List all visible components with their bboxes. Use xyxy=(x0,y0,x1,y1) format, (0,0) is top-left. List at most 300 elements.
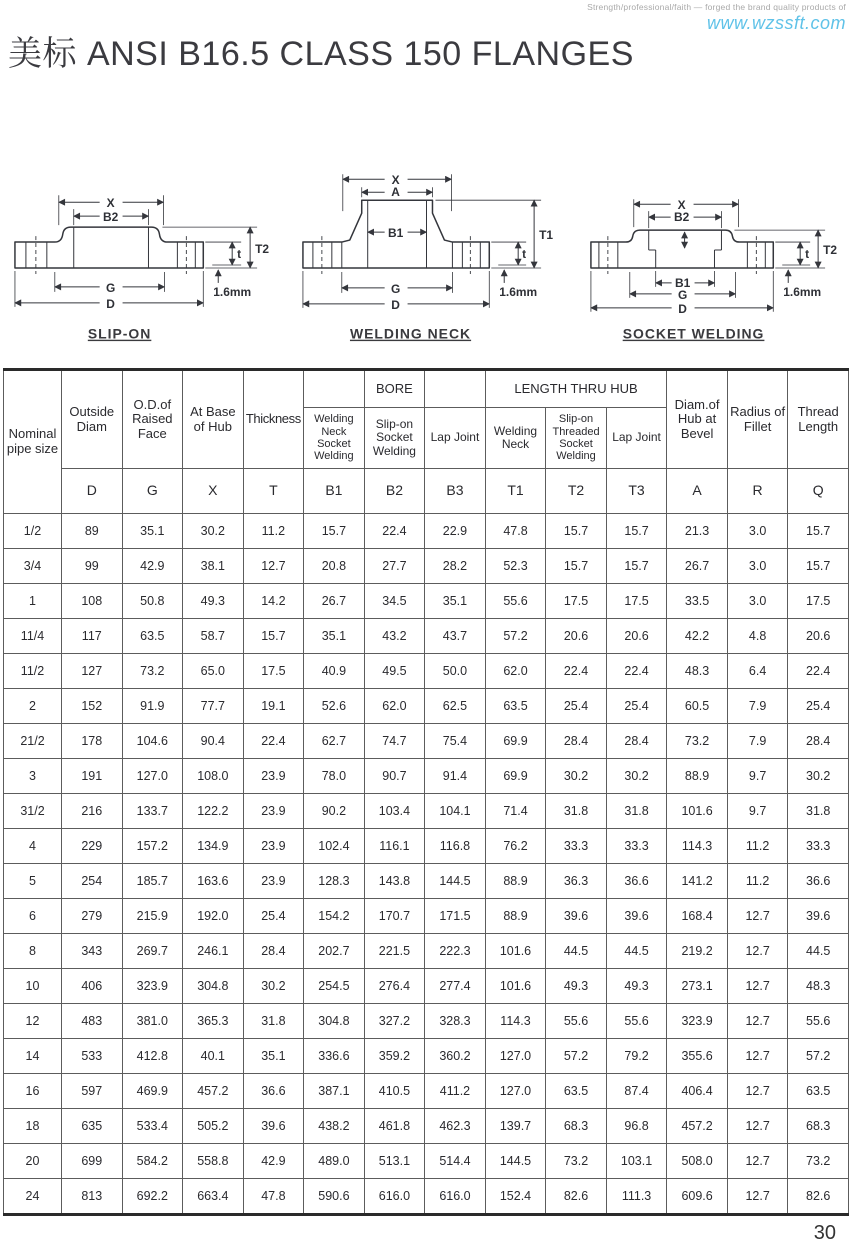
row-size-cell: 14 xyxy=(4,1039,62,1074)
table-cell: 22.4 xyxy=(243,724,304,759)
flange-diagrams xyxy=(0,165,852,351)
table-cell: 12.7 xyxy=(727,1179,788,1215)
dim-label-g: G xyxy=(390,281,401,296)
table-cell: 49.3 xyxy=(183,584,244,619)
table-cell: 104.6 xyxy=(122,724,183,759)
table-cell: 616.0 xyxy=(364,1179,425,1215)
dim-label-t: t xyxy=(522,247,527,261)
table-cell: 387.1 xyxy=(304,1074,365,1109)
symbol-q: Q xyxy=(788,469,849,514)
table-cell: 157.2 xyxy=(122,829,183,864)
table-cell: 14.2 xyxy=(243,584,304,619)
table-cell: 144.5 xyxy=(425,864,486,899)
flange-dimension-table xyxy=(3,368,849,1216)
table-row xyxy=(4,1179,849,1215)
row-size-cell: 8 xyxy=(4,934,62,969)
table-cell: 139.7 xyxy=(485,1109,546,1144)
dim-label-x: X xyxy=(391,173,400,188)
symbol-t3: T3 xyxy=(606,469,667,514)
row-size-cell: 2 xyxy=(4,689,62,724)
table-cell: 63.5 xyxy=(546,1074,607,1109)
table-cell: 89 xyxy=(62,514,123,549)
table-cell: 39.6 xyxy=(606,899,667,934)
table-cell: 27.7 xyxy=(364,549,425,584)
table-cell: 17.5 xyxy=(243,654,304,689)
table-cell: 143.8 xyxy=(364,864,425,899)
table-cell: 73.2 xyxy=(667,724,728,759)
table-cell: 254.5 xyxy=(304,969,365,1004)
table-cell: 328.3 xyxy=(425,1004,486,1039)
table-cell: 30.2 xyxy=(788,759,849,794)
table-cell: 221.5 xyxy=(364,934,425,969)
table-cell: 7.9 xyxy=(727,724,788,759)
table-cell: 36.3 xyxy=(546,864,607,899)
table-cell: 116.8 xyxy=(425,829,486,864)
dim-label-gap: 1.6mm xyxy=(213,284,252,299)
row-size-cell: 16 xyxy=(4,1074,62,1109)
dim-label-t1: T1 xyxy=(539,228,554,243)
symbol-t1: T1 xyxy=(485,469,546,514)
table-cell: 461.8 xyxy=(364,1109,425,1144)
table-cell: 57.2 xyxy=(546,1039,607,1074)
symbol-b2: B2 xyxy=(364,469,425,514)
table-row xyxy=(4,899,849,934)
flange-section-outline xyxy=(15,227,203,268)
table-cell: 269.7 xyxy=(122,934,183,969)
table-row xyxy=(4,969,849,1004)
table-cell: 304.8 xyxy=(304,1004,365,1039)
table-cell: 616.0 xyxy=(425,1179,486,1215)
table-cell: 52.6 xyxy=(304,689,365,724)
symbol-t2: T2 xyxy=(546,469,607,514)
group-header-bore: BORE xyxy=(364,370,425,408)
table-row xyxy=(4,1109,849,1144)
table-cell: 71.4 xyxy=(485,794,546,829)
table-cell: 65.0 xyxy=(183,654,244,689)
table-cell: 63.5 xyxy=(122,619,183,654)
table-cell: 62.0 xyxy=(485,654,546,689)
table-row xyxy=(4,934,849,969)
table-cell: 101.6 xyxy=(485,934,546,969)
table-cell: 152.4 xyxy=(485,1179,546,1215)
table-cell: 215.9 xyxy=(122,899,183,934)
table-row xyxy=(4,549,849,584)
row-size-cell: 11/4 xyxy=(4,619,62,654)
table-cell: 410.5 xyxy=(364,1074,425,1109)
table-cell: 101.6 xyxy=(667,794,728,829)
table-cell: 381.0 xyxy=(122,1004,183,1039)
table-cell: 102.4 xyxy=(304,829,365,864)
table-cell: 30.2 xyxy=(546,759,607,794)
table-cell: 15.7 xyxy=(243,619,304,654)
table-cell: 462.3 xyxy=(425,1109,486,1144)
table-cell: 127.0 xyxy=(485,1074,546,1109)
group-cell-empty-b3 xyxy=(425,370,486,408)
table-cell: 22.4 xyxy=(546,654,607,689)
table-cell: 42.2 xyxy=(667,619,728,654)
table-cell: 88.9 xyxy=(485,899,546,934)
table-row xyxy=(4,864,849,899)
row-size-cell: 20 xyxy=(4,1144,62,1179)
table-cell: 22.9 xyxy=(425,514,486,549)
table-cell: 36.6 xyxy=(243,1074,304,1109)
table-row xyxy=(4,829,849,864)
dim-label-t: t xyxy=(237,247,242,261)
table-cell: 406.4 xyxy=(667,1074,728,1109)
table-cell: 219.2 xyxy=(667,934,728,969)
col-header-radius-of-fillet: Radius of Fillet xyxy=(727,370,788,469)
table-cell: 117 xyxy=(62,619,123,654)
row-size-cell: 5 xyxy=(4,864,62,899)
dim-label-a: A xyxy=(391,185,400,200)
table-cell: 15.7 xyxy=(304,514,365,549)
table-cell: 277.4 xyxy=(425,969,486,1004)
table-cell: 122.2 xyxy=(183,794,244,829)
table-cell: 28.4 xyxy=(606,724,667,759)
table-cell: 25.4 xyxy=(788,689,849,724)
dim-label-b2: B2 xyxy=(102,210,119,225)
table-cell: 82.6 xyxy=(546,1179,607,1215)
table-cell: 25.4 xyxy=(606,689,667,724)
table-cell: 12.7 xyxy=(243,549,304,584)
table-cell: 49.3 xyxy=(546,969,607,1004)
table-cell: 39.6 xyxy=(546,899,607,934)
table-cell: 343 xyxy=(62,934,123,969)
group-header-length-thru-hub: LENGTH THRU HUB xyxy=(485,370,667,408)
table-cell: 168.4 xyxy=(667,899,728,934)
table-cell: 36.6 xyxy=(606,864,667,899)
table-cell: 52.3 xyxy=(485,549,546,584)
table-cell: 365.3 xyxy=(183,1004,244,1039)
table-cell: 39.6 xyxy=(243,1109,304,1144)
table-row xyxy=(4,514,849,549)
dim-label-x: X xyxy=(106,196,115,211)
table-cell: 584.2 xyxy=(122,1144,183,1179)
table-cell: 128.3 xyxy=(304,864,365,899)
table-cell: 222.3 xyxy=(425,934,486,969)
welding-neck-diagram xyxy=(284,165,568,351)
slip-on-diagram xyxy=(0,165,284,351)
table-cell: 513.1 xyxy=(364,1144,425,1179)
symbol-g: G xyxy=(122,469,183,514)
table-cell: 74.7 xyxy=(364,724,425,759)
table-cell: 15.7 xyxy=(606,514,667,549)
table-cell: 104.1 xyxy=(425,794,486,829)
table-cell: 279 xyxy=(62,899,123,934)
table-cell: 20.6 xyxy=(788,619,849,654)
table-cell: 23.9 xyxy=(243,794,304,829)
table-cell: 663.4 xyxy=(183,1179,244,1215)
table-cell: 108 xyxy=(62,584,123,619)
table-cell: 88.9 xyxy=(485,864,546,899)
dim-label-gap: 1.6mm xyxy=(499,284,538,299)
table-cell: 191 xyxy=(62,759,123,794)
table-cell: 23.9 xyxy=(243,864,304,899)
table-cell: 12.7 xyxy=(727,969,788,1004)
table-cell: 533 xyxy=(62,1039,123,1074)
col-header-outside-diam: Outside Diam xyxy=(62,370,123,469)
table-cell: 438.2 xyxy=(304,1109,365,1144)
table-cell: 50.0 xyxy=(425,654,486,689)
table-cell: 483 xyxy=(62,1004,123,1039)
row-size-cell: 21/2 xyxy=(4,724,62,759)
dim-label-b1: B1 xyxy=(387,226,404,241)
table-cell: 49.3 xyxy=(606,969,667,1004)
table-cell: 273.1 xyxy=(667,969,728,1004)
table-cell: 25.4 xyxy=(546,689,607,724)
table-row xyxy=(4,1074,849,1109)
page-number: 30 xyxy=(813,1222,836,1244)
table-cell: 47.8 xyxy=(243,1179,304,1215)
table-cell: 33.3 xyxy=(606,829,667,864)
table-cell: 127 xyxy=(62,654,123,689)
row-size-cell: 10 xyxy=(4,969,62,1004)
dim-label-d: D xyxy=(106,296,115,311)
table-cell: 11.2 xyxy=(727,864,788,899)
table-cell: 73.2 xyxy=(122,654,183,689)
table-cell: 3.0 xyxy=(727,549,788,584)
table-cell: 91.9 xyxy=(122,689,183,724)
symbol-b1: B1 xyxy=(304,469,365,514)
table-cell: 360.2 xyxy=(425,1039,486,1074)
diagram-caption: SLIP-ON xyxy=(87,325,152,342)
table-cell: 11.2 xyxy=(727,829,788,864)
table-cell: 185.7 xyxy=(122,864,183,899)
table-cell: 6.4 xyxy=(727,654,788,689)
table-cell: 47.8 xyxy=(485,514,546,549)
row-size-cell: 6 xyxy=(4,899,62,934)
col-header-slip-on-threaded-socket-welding: Slip-on Threaded Socket Welding xyxy=(546,408,607,469)
symbol-row xyxy=(4,469,849,514)
table-cell: 35.1 xyxy=(122,514,183,549)
table-cell: 39.6 xyxy=(788,899,849,934)
dim-label-g: G xyxy=(105,280,116,295)
table-cell: 254 xyxy=(62,864,123,899)
table-cell: 635 xyxy=(62,1109,123,1144)
table-cell: 69.9 xyxy=(485,724,546,759)
table-cell: 35.1 xyxy=(304,619,365,654)
table-cell: 103.4 xyxy=(364,794,425,829)
table-cell: 19.1 xyxy=(243,689,304,724)
table-cell: 30.2 xyxy=(183,514,244,549)
table-cell: 28.4 xyxy=(243,934,304,969)
table-cell: 55.6 xyxy=(546,1004,607,1039)
table-cell: 170.7 xyxy=(364,899,425,934)
table-cell: 75.4 xyxy=(425,724,486,759)
table-cell: 17.5 xyxy=(546,584,607,619)
table-cell: 44.5 xyxy=(606,934,667,969)
table-cell: 12.7 xyxy=(727,934,788,969)
table-cell: 87.4 xyxy=(606,1074,667,1109)
table-cell: 12.7 xyxy=(727,1004,788,1039)
table-cell: 590.6 xyxy=(304,1179,365,1215)
table-cell: 12.7 xyxy=(727,1039,788,1074)
dim-label-t2: T2 xyxy=(255,242,270,257)
symbol-b3: B3 xyxy=(425,469,486,514)
dim-label-x: X xyxy=(677,198,686,213)
table-cell: 229 xyxy=(62,829,123,864)
page-title: 美标 ANSI B16.5 CLASS 150 FLANGES xyxy=(8,35,634,73)
col-header-welding-neck-socket-welding: Welding Neck Socket Welding xyxy=(304,408,365,469)
table-cell: 35.1 xyxy=(425,584,486,619)
symbol-t: T xyxy=(243,469,304,514)
table-cell: 202.7 xyxy=(304,934,365,969)
table-cell: 489.0 xyxy=(304,1144,365,1179)
col-header-welding-neck: Welding Neck xyxy=(485,408,546,469)
table-cell: 42.9 xyxy=(122,549,183,584)
table-cell: 48.3 xyxy=(667,654,728,689)
table-cell: 48.3 xyxy=(788,969,849,1004)
table-cell: 55.6 xyxy=(485,584,546,619)
table-cell: 171.5 xyxy=(425,899,486,934)
dim-label-t2: T2 xyxy=(823,243,838,258)
row-size-cell: 1 xyxy=(4,584,62,619)
table-cell: 57.2 xyxy=(485,619,546,654)
col-header-od-raised-face: O.D.of Raised Face xyxy=(122,370,183,469)
table-cell: 73.2 xyxy=(546,1144,607,1179)
table-cell: 692.2 xyxy=(122,1179,183,1215)
table-cell: 9.7 xyxy=(727,794,788,829)
table-cell: 192.0 xyxy=(183,899,244,934)
table-row xyxy=(4,654,849,689)
table-cell: 133.7 xyxy=(122,794,183,829)
row-size-cell: 3/4 xyxy=(4,549,62,584)
table-row xyxy=(4,794,849,829)
table-cell: 457.2 xyxy=(667,1109,728,1144)
table-cell: 28.2 xyxy=(425,549,486,584)
table-cell: 406 xyxy=(62,969,123,1004)
row-size-cell: 4 xyxy=(4,829,62,864)
table-cell: 12.7 xyxy=(727,1074,788,1109)
row-size-cell: 18 xyxy=(4,1109,62,1144)
col-header-lap-joint-bore: Lap Joint xyxy=(425,408,486,469)
table-cell: 141.2 xyxy=(667,864,728,899)
table-cell: 55.6 xyxy=(788,1004,849,1039)
dim-label-g: G xyxy=(677,287,688,302)
dim-label-b1: B1 xyxy=(674,275,691,290)
col-header-at-base-of-hub: At Base of Hub xyxy=(183,370,244,469)
col-header-lap-joint-length: Lap Joint xyxy=(606,408,667,469)
table-cell: 154.2 xyxy=(304,899,365,934)
table-cell: 79.2 xyxy=(606,1039,667,1074)
table-cell: 28.4 xyxy=(788,724,849,759)
row-size-cell: 3 xyxy=(4,759,62,794)
table-cell: 49.5 xyxy=(364,654,425,689)
table-cell: 127.0 xyxy=(122,759,183,794)
table-cell: 26.7 xyxy=(667,549,728,584)
table-cell: 101.6 xyxy=(485,969,546,1004)
website-url: www.wzssft.com xyxy=(706,13,846,33)
table-cell: 327.2 xyxy=(364,1004,425,1039)
table-cell: 15.7 xyxy=(546,514,607,549)
table-cell: 34.5 xyxy=(364,584,425,619)
table-cell: 76.2 xyxy=(485,829,546,864)
table-cell: 533.4 xyxy=(122,1109,183,1144)
symbol-a: A xyxy=(667,469,728,514)
table-cell: 813 xyxy=(62,1179,123,1215)
table-row xyxy=(4,1039,849,1074)
table-cell: 90.2 xyxy=(304,794,365,829)
table-cell: 36.6 xyxy=(788,864,849,899)
table-cell: 77.7 xyxy=(183,689,244,724)
table-cell: 216 xyxy=(62,794,123,829)
table-cell: 31.8 xyxy=(243,1004,304,1039)
table-cell: 25.4 xyxy=(243,899,304,934)
table-cell: 91.4 xyxy=(425,759,486,794)
table-cell: 31.8 xyxy=(546,794,607,829)
table-cell: 152 xyxy=(62,689,123,724)
table-row xyxy=(4,689,849,724)
table-cell: 114.3 xyxy=(667,829,728,864)
table-cell: 17.5 xyxy=(606,584,667,619)
symbol-x: X xyxy=(183,469,244,514)
table-cell: 103.1 xyxy=(606,1144,667,1179)
table-cell: 82.6 xyxy=(788,1179,849,1215)
table-cell: 40.9 xyxy=(304,654,365,689)
table-row xyxy=(4,759,849,794)
dim-label-gap: 1.6mm xyxy=(783,284,822,299)
table-cell: 26.7 xyxy=(304,584,365,619)
table-cell: 469.9 xyxy=(122,1074,183,1109)
table-cell: 90.7 xyxy=(364,759,425,794)
table-cell: 609.6 xyxy=(667,1179,728,1215)
dimension-table-wrap xyxy=(3,368,849,1216)
table-cell: 9.7 xyxy=(727,759,788,794)
table-cell: 3.0 xyxy=(727,584,788,619)
table-cell: 62.7 xyxy=(304,724,365,759)
table-cell: 15.7 xyxy=(788,549,849,584)
table-cell: 355.6 xyxy=(667,1039,728,1074)
table-cell: 359.2 xyxy=(364,1039,425,1074)
dim-label-d: D xyxy=(678,301,687,316)
table-cell: 68.3 xyxy=(546,1109,607,1144)
col-header-nominal-pipe-size: Nominal pipe size xyxy=(4,370,62,514)
table-cell: 15.7 xyxy=(606,549,667,584)
dim-label-t: t xyxy=(805,247,810,261)
table-cell: 114.3 xyxy=(485,1004,546,1039)
table-cell: 73.2 xyxy=(788,1144,849,1179)
table-cell: 116.1 xyxy=(364,829,425,864)
row-size-cell: 12 xyxy=(4,1004,62,1039)
table-cell: 43.7 xyxy=(425,619,486,654)
table-cell: 88.9 xyxy=(667,759,728,794)
table-cell: 134.9 xyxy=(183,829,244,864)
table-cell: 558.8 xyxy=(183,1144,244,1179)
table-cell: 78.0 xyxy=(304,759,365,794)
table-cell: 30.2 xyxy=(606,759,667,794)
table-cell: 31.8 xyxy=(788,794,849,829)
row-size-cell: 11/2 xyxy=(4,654,62,689)
table-cell: 127.0 xyxy=(485,1039,546,1074)
table-cell: 12.7 xyxy=(727,1144,788,1179)
table-cell: 42.9 xyxy=(243,1144,304,1179)
table-cell: 23.9 xyxy=(243,759,304,794)
table-cell: 57.2 xyxy=(788,1039,849,1074)
table-cell: 20.8 xyxy=(304,549,365,584)
table-row xyxy=(4,724,849,759)
col-header-thread-length: Thread Length xyxy=(788,370,849,469)
table-cell: 43.2 xyxy=(364,619,425,654)
table-cell: 33.3 xyxy=(546,829,607,864)
symbol-r: R xyxy=(727,469,788,514)
diagram-caption: SOCKET WELDING xyxy=(622,325,765,342)
table-cell: 20.6 xyxy=(546,619,607,654)
table-cell: 457.2 xyxy=(183,1074,244,1109)
row-size-cell: 1/2 xyxy=(4,514,62,549)
table-cell: 68.3 xyxy=(788,1109,849,1144)
group-cell-empty-b1 xyxy=(304,370,365,408)
flange-table-body xyxy=(4,514,849,1215)
